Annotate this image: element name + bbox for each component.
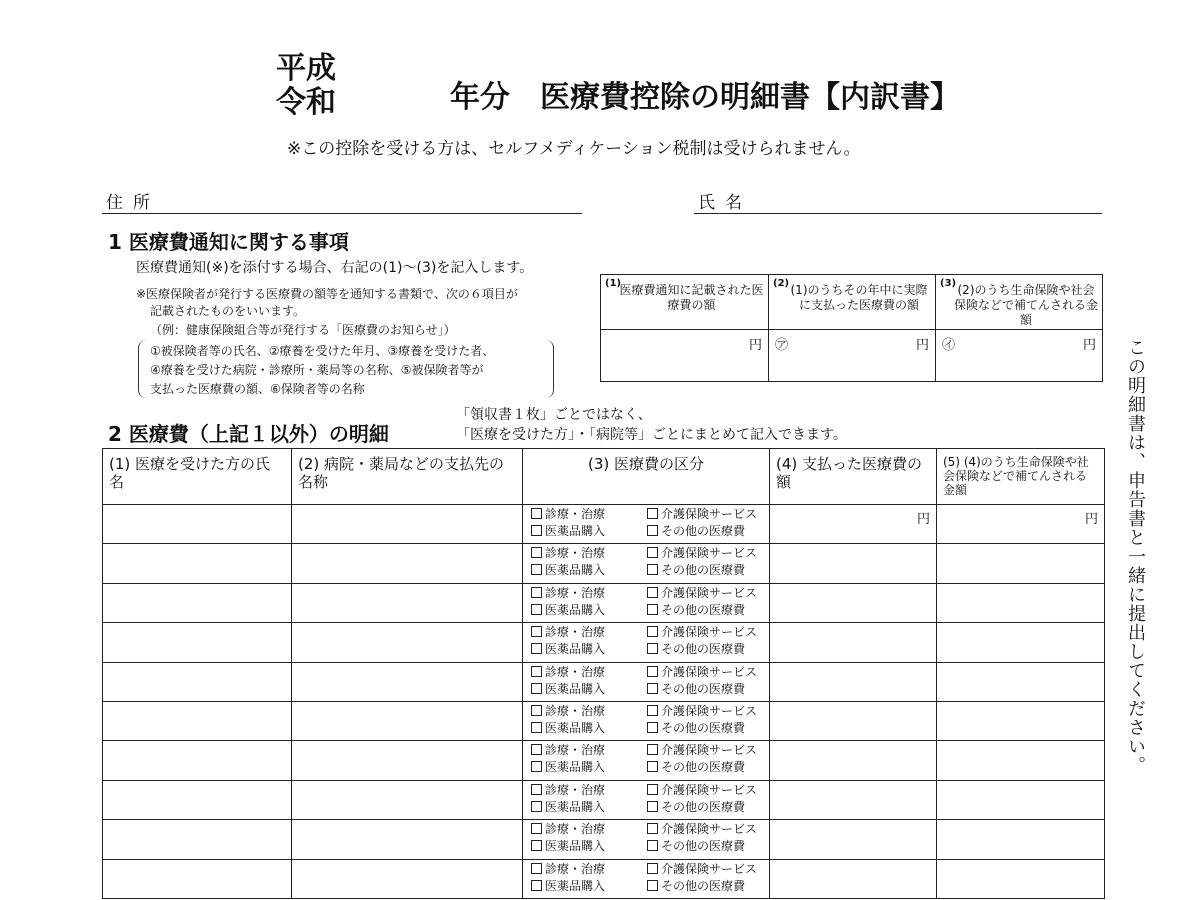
reimbursed-cell[interactable] [937, 701, 1105, 740]
checkbox-icon[interactable] [531, 643, 542, 654]
category-label: その他の医療費 [661, 799, 746, 814]
payee-name-cell[interactable] [292, 662, 523, 701]
category-checkbox[interactable] [647, 641, 763, 658]
category-label: 診療・治療 [545, 585, 606, 600]
box-amount-1[interactable]: 円 [601, 330, 769, 381]
reimbursed-cell[interactable] [937, 859, 1105, 898]
category-checkbox[interactable] [647, 664, 763, 681]
category-cell [523, 859, 770, 898]
checkbox-icon[interactable] [647, 564, 658, 575]
table-row [103, 780, 1105, 819]
category-checkbox[interactable] [647, 821, 763, 838]
category-label: 医薬品購入 [545, 878, 606, 893]
category-checkbox[interactable] [647, 799, 763, 816]
col-header-reimbursed: (5) (4)のうち生命保険や社会保険などで補てんされる金額 [937, 449, 1105, 505]
category-label: 診療・治療 [545, 861, 606, 876]
col-header-amount: (4) 支払った医療費の額 [770, 449, 937, 505]
patient-name-cell[interactable] [103, 623, 292, 662]
category-cell [523, 820, 770, 859]
category-checkbox[interactable] [647, 602, 763, 619]
table-row [103, 623, 1105, 662]
category-checkbox[interactable] [531, 545, 647, 562]
name-field[interactable] [694, 186, 1102, 214]
patient-name-cell[interactable] [103, 544, 292, 583]
category-cell [523, 780, 770, 819]
category-checkbox[interactable] [531, 641, 647, 658]
category-checkbox[interactable] [647, 545, 763, 562]
reimbursed-cell[interactable] [937, 505, 1105, 544]
category-checkbox[interactable] [531, 506, 647, 523]
reimbursed-cell[interactable] [937, 544, 1105, 583]
category-cell [523, 701, 770, 740]
box-header-3: (3) (2)のうち生命保険や社会保険などで補てんされる金額 [936, 275, 1102, 330]
category-cell [523, 544, 770, 583]
reimbursed-cell[interactable] [937, 583, 1105, 622]
category-label: 医薬品購入 [545, 839, 606, 854]
category-checkbox[interactable] [531, 523, 647, 540]
table-row [103, 820, 1105, 859]
category-label: その他の医療費 [661, 878, 746, 893]
category-checkbox[interactable] [647, 720, 763, 737]
category-label: 医薬品購入 [545, 720, 606, 735]
payee-name-cell[interactable] [292, 583, 523, 622]
category-label: 診療・治療 [545, 782, 606, 797]
category-checkbox[interactable] [531, 624, 647, 641]
checkbox-icon[interactable] [647, 705, 658, 716]
payee-name-cell[interactable] [292, 701, 523, 740]
category-label: 介護保険サービス [661, 861, 758, 876]
payee-name-cell[interactable] [292, 820, 523, 859]
era-heisei: 平成 [276, 51, 336, 86]
notice-amount-box [600, 274, 1103, 382]
checkbox-icon[interactable] [531, 823, 542, 834]
address-field[interactable] [102, 186, 582, 214]
col-header-payee: (2) 病院・薬局などの支払先の名称 [292, 449, 523, 505]
checkbox-icon[interactable] [647, 547, 658, 558]
amount-cell[interactable] [770, 505, 937, 544]
category-label: 介護保険サービス [661, 585, 758, 600]
category-label: 医薬品購入 [545, 563, 606, 578]
self-medication-notice: ※この控除を受ける方は、セルフメディケーション税制は受けられません。 [287, 139, 861, 159]
checkbox-icon[interactable] [647, 863, 658, 874]
amount-cell[interactable] [770, 859, 937, 898]
category-checkbox[interactable] [531, 838, 647, 855]
checkbox-icon[interactable] [647, 643, 658, 654]
category-checkbox[interactable] [647, 861, 763, 878]
page-title [450, 72, 960, 116]
box-amount-2[interactable]: ㋐ 円 [769, 330, 936, 381]
checkbox-icon[interactable] [647, 880, 658, 891]
patient-name-cell[interactable] [103, 662, 292, 701]
patient-name-cell[interactable] [103, 583, 292, 622]
category-cell [523, 623, 770, 662]
category-label: その他の医療費 [661, 720, 746, 735]
category-checkbox[interactable] [531, 878, 647, 895]
address-label: 住所 [106, 193, 160, 213]
reimbursed-cell[interactable] [937, 741, 1105, 780]
checkbox-icon[interactable] [531, 666, 542, 677]
amount-cell[interactable] [770, 741, 937, 780]
year-suffix: 年分 [450, 80, 510, 115]
patient-name-cell[interactable] [103, 741, 292, 780]
checkbox-icon[interactable] [647, 722, 658, 733]
category-checkbox[interactable] [647, 759, 763, 776]
category-cell [523, 583, 770, 622]
checkbox-icon[interactable] [531, 525, 542, 536]
amount-cell[interactable] [770, 623, 937, 662]
category-label: 介護保険サービス [661, 782, 758, 797]
reimbursed-cell[interactable] [937, 623, 1105, 662]
category-label: 診療・治療 [545, 822, 606, 837]
category-label: 介護保険サービス [661, 507, 758, 521]
checkbox-icon[interactable] [647, 823, 658, 834]
category-label: 診療・治療 [545, 625, 606, 640]
checkbox-icon[interactable] [647, 744, 658, 755]
items-line: ①被保険者等の氏名、②療養を受けた年月、③療養を受けた者、 [150, 344, 495, 358]
category-cell [523, 741, 770, 780]
checkbox-icon[interactable] [531, 587, 542, 598]
col-header-category: (3) 医療費の区分 [523, 449, 770, 505]
checkbox-icon[interactable] [531, 784, 542, 795]
category-label: 診療・治療 [545, 743, 606, 758]
amount-cell[interactable] [770, 662, 937, 701]
checkbox-icon[interactable] [531, 683, 542, 694]
table-row [103, 859, 1105, 898]
category-checkbox[interactable] [531, 602, 647, 619]
yen-unit: 円 [1084, 512, 1098, 527]
category-checkbox[interactable] [647, 624, 763, 641]
table-row [103, 741, 1105, 780]
category-label: 介護保険サービス [661, 546, 758, 561]
checkbox-icon[interactable] [531, 722, 542, 733]
category-checkbox[interactable] [531, 759, 647, 776]
category-checkbox[interactable] [647, 782, 763, 799]
amount-cell[interactable] [770, 820, 937, 859]
table-row [103, 662, 1105, 701]
category-checkbox[interactable] [531, 703, 647, 720]
category-label: 医薬品購入 [545, 602, 606, 617]
category-label: 医薬品購入 [545, 524, 606, 538]
checkbox-icon[interactable] [647, 604, 658, 615]
category-checkbox[interactable] [647, 506, 763, 523]
section2-heading: 2 医療費（上記１以外）の明細 [108, 422, 389, 446]
checkbox-icon[interactable] [531, 564, 542, 575]
amount-cell[interactable] [770, 544, 937, 583]
section2-note: 「領収書１枚」ごとではなく、 [456, 407, 652, 423]
category-checkbox[interactable] [647, 523, 763, 540]
era-labels [276, 52, 336, 120]
payee-name-cell[interactable] [292, 623, 523, 662]
category-checkbox[interactable] [531, 585, 647, 602]
section2-note: 「医療を受けた方」・「病院等」ごとにまとめて記入できます。 [456, 427, 847, 443]
title-text: 医療費控除の明細書【内訳書】 [540, 80, 960, 115]
checkbox-icon[interactable] [531, 880, 542, 891]
category-label: 介護保険サービス [661, 664, 758, 679]
category-label: 診療・治療 [545, 507, 606, 521]
box-header-1: (1) 医療費通知に記載された医療費の額 [601, 275, 769, 330]
items-line: 支払った医療費の額、⑥保険者等の名称 [150, 382, 365, 396]
checkbox-icon[interactable] [647, 626, 658, 637]
checkbox-icon[interactable] [531, 744, 542, 755]
category-label: その他の医療費 [661, 563, 746, 578]
category-label: 介護保険サービス [661, 743, 758, 758]
footnote: 記載されたものをいいます。 [150, 304, 306, 318]
category-checkbox[interactable] [647, 562, 763, 579]
table-row [103, 701, 1105, 740]
category-label: 医薬品購入 [545, 799, 606, 814]
category-label: 医薬品購入 [545, 642, 606, 657]
checkbox-icon[interactable] [647, 525, 658, 536]
checkbox-icon[interactable] [531, 840, 542, 851]
category-checkbox[interactable] [531, 821, 647, 838]
checkbox-icon[interactable] [531, 508, 542, 519]
checkbox-icon[interactable] [531, 705, 542, 716]
payee-name-cell[interactable] [292, 780, 523, 819]
category-checkbox[interactable] [647, 742, 763, 759]
checkbox-icon[interactable] [647, 683, 658, 694]
patient-name-cell[interactable] [103, 859, 292, 898]
category-checkbox[interactable] [647, 703, 763, 720]
name-label: 氏名 [698, 193, 752, 213]
category-checkbox[interactable] [647, 585, 763, 602]
category-checkbox[interactable] [531, 782, 647, 799]
category-checkbox[interactable] [531, 562, 647, 579]
box-amount-3[interactable]: ㋑ 円 [942, 338, 1096, 353]
table-row [103, 583, 1105, 622]
checkbox-icon[interactable] [647, 840, 658, 851]
category-label: その他の医療費 [661, 760, 746, 775]
category-label: その他の医療費 [661, 839, 746, 854]
category-label: 診療・治療 [545, 546, 606, 561]
col-header-patient: (1) 医療を受けた方の氏名 [103, 449, 292, 505]
category-label: その他の医療費 [661, 602, 746, 617]
category-label: 医薬品購入 [545, 760, 606, 775]
payee-name-cell[interactable] [292, 741, 523, 780]
side-note: この明細書は、申告書と一緒に提出してください。 [1125, 338, 1146, 775]
reimbursed-cell[interactable] [937, 780, 1105, 819]
footnote: ※医療保険者が発行する医療費の額等を通知する書類で、次の６項目が [136, 287, 518, 301]
category-cell [523, 662, 770, 701]
category-checkbox[interactable] [531, 799, 647, 816]
category-checkbox[interactable] [647, 681, 763, 698]
reimbursed-cell[interactable] [937, 662, 1105, 701]
amount-cell[interactable] [770, 583, 937, 622]
category-checkbox[interactable] [647, 878, 763, 895]
category-label: 介護保険サービス [661, 822, 758, 837]
amount-cell[interactable] [770, 701, 937, 740]
checkbox-icon[interactable] [531, 604, 542, 615]
patient-name-cell[interactable] [103, 505, 292, 544]
category-checkbox[interactable] [531, 681, 647, 698]
category-checkbox[interactable] [531, 664, 647, 681]
checkbox-icon[interactable] [647, 508, 658, 519]
category-checkbox[interactable] [531, 720, 647, 737]
checkbox-icon[interactable] [647, 784, 658, 795]
category-label: その他の医療費 [661, 524, 746, 538]
table-row [103, 505, 1105, 544]
checkbox-icon[interactable] [647, 761, 658, 772]
checkbox-icon[interactable] [531, 626, 542, 637]
category-checkbox[interactable] [647, 838, 763, 855]
patient-name-cell[interactable] [103, 780, 292, 819]
box-header-2: (2) (1)のうちその年中に実際に支払った医療費の額 [769, 275, 936, 330]
payee-name-cell[interactable] [292, 859, 523, 898]
payee-name-cell[interactable] [292, 505, 523, 544]
category-checkbox[interactable] [531, 861, 647, 878]
amount-cell[interactable] [770, 780, 937, 819]
checkbox-icon[interactable] [531, 801, 542, 812]
checkbox-icon[interactable] [531, 761, 542, 772]
category-checkbox[interactable] [531, 742, 647, 759]
footnote-example: （例：健康保険組合等が発行する「医療費のお知らせ」） [150, 323, 456, 337]
checkbox-icon[interactable] [647, 587, 658, 598]
checkbox-icon[interactable] [531, 863, 542, 874]
category-label: 診療・治療 [545, 664, 606, 679]
category-label: 診療・治療 [545, 703, 606, 718]
era-reiwa: 令和 [276, 85, 336, 120]
category-label: 介護保険サービス [661, 703, 758, 718]
checkbox-icon[interactable] [531, 547, 542, 558]
table-row [103, 544, 1105, 583]
checkbox-icon[interactable] [647, 801, 658, 812]
section1-heading: 1 医療費通知に関する事項 [108, 230, 349, 254]
patient-name-cell[interactable] [103, 820, 292, 859]
patient-name-cell[interactable] [103, 701, 292, 740]
category-label: 医薬品購入 [545, 681, 606, 696]
items-line: ④療養を受けた病院・診療所・薬局等の名称、⑤被保険者等が [150, 363, 484, 377]
category-label: その他の医療費 [661, 642, 746, 657]
expense-table [102, 448, 1105, 899]
category-label: その他の医療費 [661, 681, 746, 696]
checkbox-icon[interactable] [647, 666, 658, 677]
category-cell [523, 505, 770, 544]
payee-name-cell[interactable] [292, 544, 523, 583]
category-label: 介護保険サービス [661, 625, 758, 640]
yen-unit: 円 [916, 512, 930, 527]
section1-instruction: 医療費通知(※)を添付する場合、右記の(1)〜(3)を記入します。 [136, 260, 534, 276]
reimbursed-cell[interactable] [937, 820, 1105, 859]
